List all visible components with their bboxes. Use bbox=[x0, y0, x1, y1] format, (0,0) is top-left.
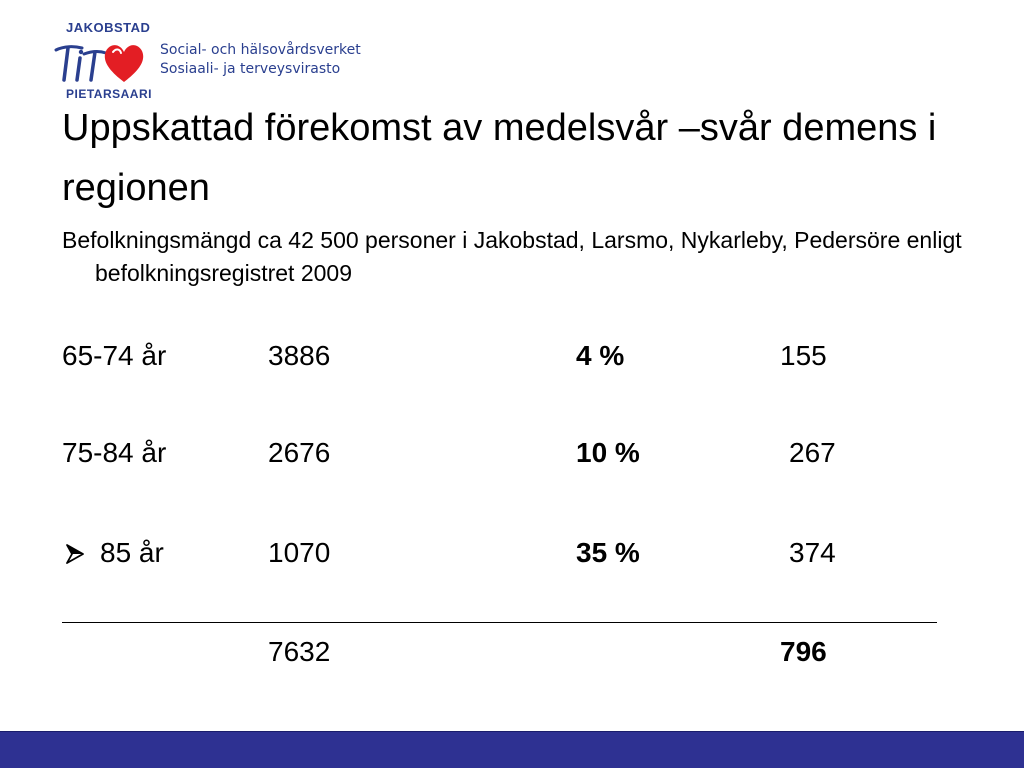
population-value: 2676 bbox=[268, 437, 331, 468]
heart-logo-icon bbox=[50, 36, 150, 88]
population-value: 1070 bbox=[268, 537, 331, 568]
logo-top-text: JAKOBSTAD bbox=[66, 20, 151, 35]
table-row bbox=[0, 437, 1024, 477]
age-group: 85 år bbox=[100, 537, 164, 568]
percent-value: 35 % bbox=[576, 537, 640, 568]
slide-subtitle: Befolkningsmängd ca 42 500 personer i Jakobstad, Larsmo, Nykarleby, Pedersöre enligt befolkningsregistret 2009 bbox=[62, 227, 962, 286]
count-value: 374 bbox=[789, 537, 836, 568]
slide-title: Uppskattad förekomst av medelsvår –svår demens i regionen bbox=[62, 107, 937, 209]
arrow-bullet-icon bbox=[64, 543, 86, 565]
age-group: 75-84 år bbox=[62, 437, 167, 468]
logo-line-swedish: Social- och hälsovårdsverket bbox=[160, 42, 361, 58]
totals-row bbox=[0, 636, 1024, 676]
total-divider-line bbox=[62, 622, 937, 623]
organization-logo bbox=[50, 14, 380, 104]
age-group: 65-74 år bbox=[62, 340, 167, 371]
percent-value: 10 % bbox=[576, 437, 640, 468]
percent-value: 4 % bbox=[576, 340, 625, 371]
logo-line-finnish: Sosiaali- ja terveysvirasto bbox=[160, 61, 341, 77]
total-population: 7632 bbox=[268, 636, 331, 667]
logo-bottom-text: PIETARSAARI bbox=[66, 87, 152, 101]
population-value: 3886 bbox=[268, 340, 331, 371]
count-value: 155 bbox=[780, 340, 827, 371]
total-count: 796 bbox=[780, 636, 827, 667]
table-row bbox=[0, 537, 1024, 577]
table-row bbox=[0, 340, 1024, 380]
footer-bar bbox=[0, 731, 1024, 768]
count-value: 267 bbox=[789, 437, 836, 468]
